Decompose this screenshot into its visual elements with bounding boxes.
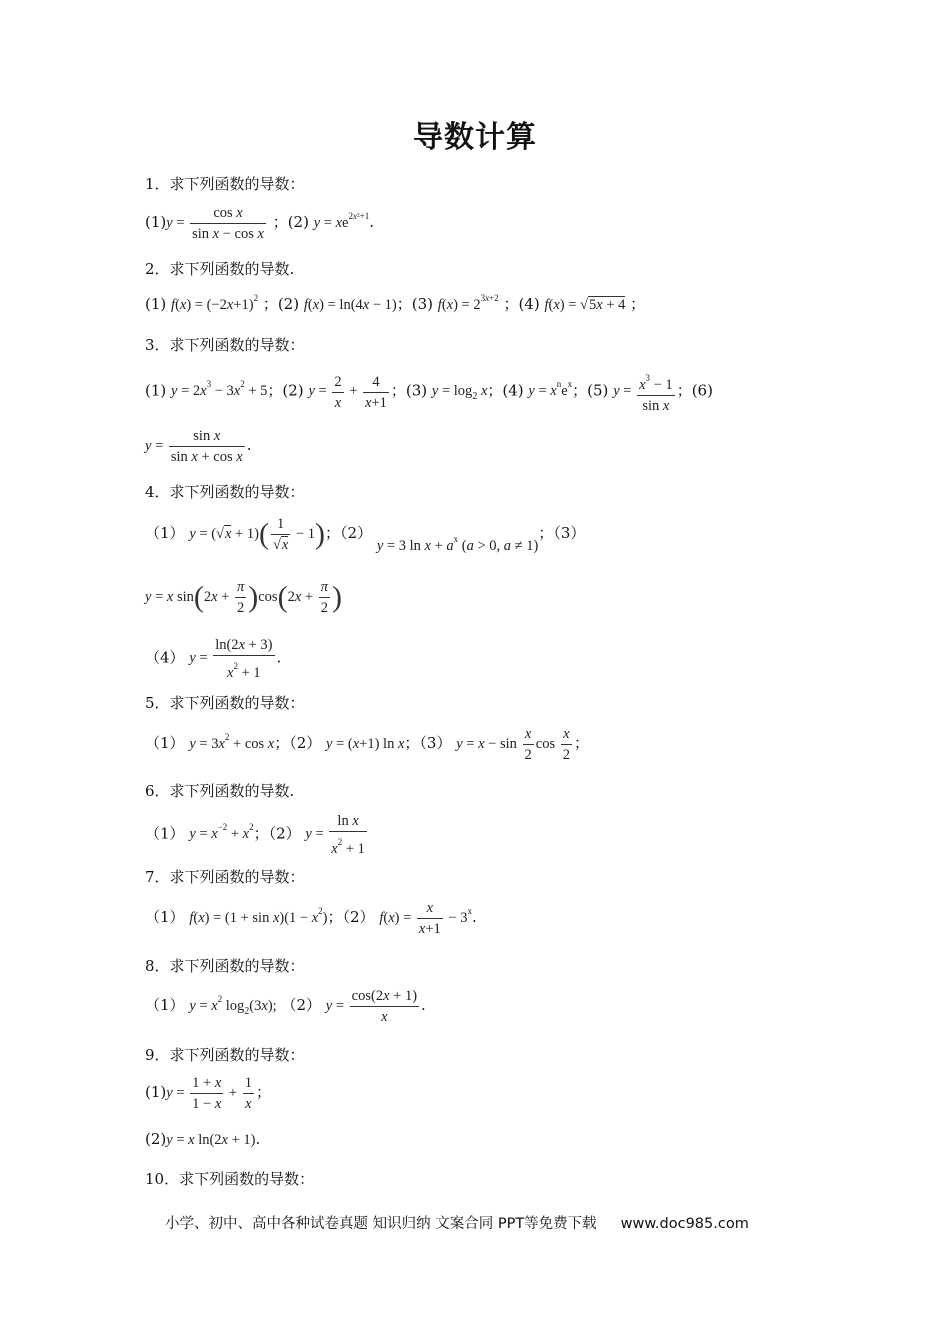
question-5-formulas: （1） $y = 3x^2 + \cos x$；（2） y = (x+1) ln x；（3） y = x − sin $\frac{x}{2}$ cos $\frac{x}{2}$ ；: [145, 726, 589, 763]
question-4-label: 4．求下列函数的导数：: [145, 483, 305, 501]
question-3-label: 3．求下列函数的导数：: [145, 336, 305, 354]
question-2-formulas: (1) $f(x) = (-2x+1)^2$ ；(2) f(x) = ln(4x − 1)；(3) $f(x) = 2^{3x+2}$ ；(4) f(x) = √5x + 4 ；: [145, 293, 646, 313]
question-1-label: 1．求下列函数的导数：: [145, 175, 305, 193]
footer: [165, 1212, 749, 1233]
question-10-label: 10．求下列函数的导数：: [145, 1170, 315, 1188]
question-2-label: 2．求下列函数的导数.: [145, 260, 295, 278]
question-8-formulas: （1） $y = x^2$ $\log_2(3x)$; （2） y = $\frac{\cos(2x + 1)}{x}$ .: [145, 988, 426, 1025]
question-7-formulas: （1） $f(x) = (1 + \sin x)(1 - x^2)$；（2） f(x) = $\frac{x}{x+1}$ − $3^x$.: [145, 900, 477, 937]
question-6-formulas: （1） $y = x^{-2} + x^2$；（2） y = $\frac{\text{ln x}}{x^2 + 1}$: [145, 813, 365, 857]
question-9-formula-1: (1)y = $\frac{1 + x}{1 - x}$ + $\frac{1}{x}$ ；: [145, 1075, 271, 1112]
question-1-formulas: (1)y = $\frac{\text{cos x}}{\text{sin x − cos x}}$ ；(2) $y = xe^{2x^2+1}$.: [145, 205, 375, 242]
page-title: 导数计算: [413, 120, 537, 155]
question-6-label: 6．求下列函数的导数.: [145, 782, 295, 800]
question-5-label: 5．求下列函数的导数：: [145, 694, 305, 712]
question-9-formula-2: (2)y = x ln(2x + 1).: [145, 1130, 261, 1148]
question-4-formula-3: y = x sin(2x + $\frac{\pi}{2}$ )cos(2x + $\frac{\pi}{2}$ ): [145, 579, 342, 616]
footer-url[interactable]: www.doc985.com: [620, 1216, 749, 1232]
question-3-formulas: (1) $y = 2x^3 - 3x^2 + 5$；(2) y = $\frac{2}{x}$ + $\frac{4}{x+1}$ ；(3) $y = \log_2 x$；(4) $y = x^ne^x$；(5) y = $\frac{x^3 - 1}{\text{sin x}}$ ；(6): [145, 368, 713, 408]
question-7-label: 7．求下列函数的导数：: [145, 868, 305, 886]
question-3-formula-6: y = $\frac{\text{sin x}}{\text{sin x + cos x}}$ .: [145, 428, 252, 465]
question-4-formula-4: （4） y = $\frac{\ln(2x + 3)}{x^2 + 1}$ .: [145, 637, 282, 681]
question-4-formulas: （1） y = (√x + 1)( $\frac{1}{√x}$ − 1)；（2） y = 3 $\ln x + a^x$ (a > 0, a ≠ 1)；（3）: [145, 516, 586, 554]
question-8-label: 8．求下列函数的导数：: [145, 957, 305, 975]
footer-text: 小学、初中、高中各种试卷真题 知识归纳 文案合同 PPT等免费下载: [165, 1216, 597, 1232]
question-9-label: 9．求下列函数的导数：: [145, 1046, 305, 1064]
